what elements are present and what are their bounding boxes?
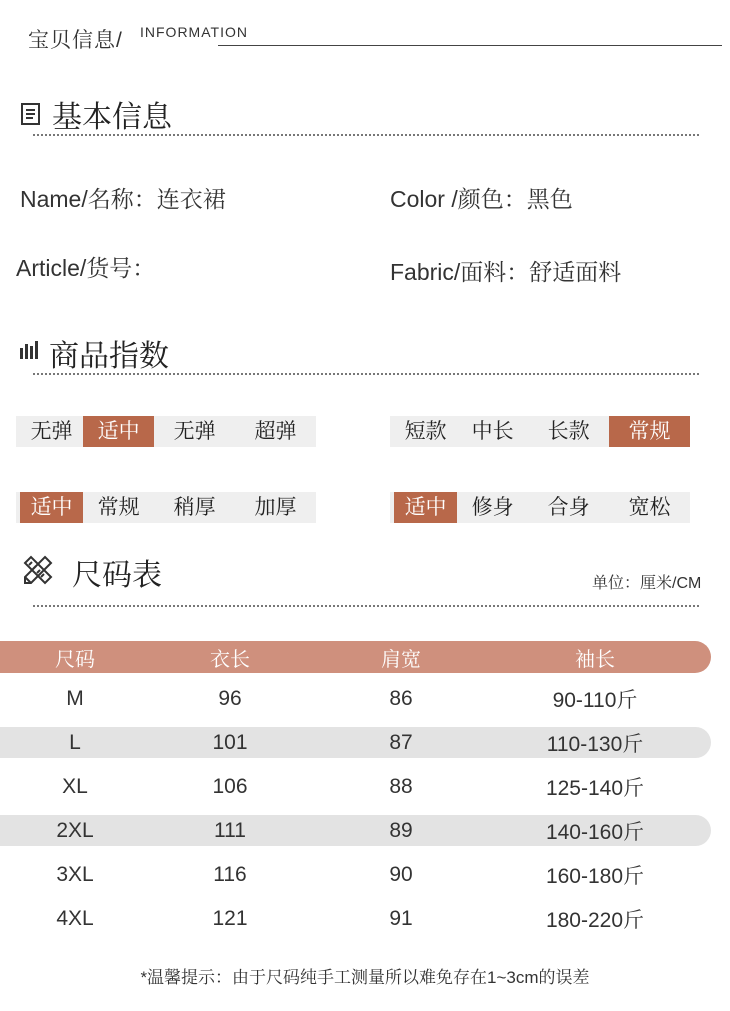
index-option: 长款 xyxy=(547,420,590,443)
index-option-selected: 适中 xyxy=(83,416,154,447)
document-icon xyxy=(21,103,40,125)
measurement-note: *温馨提示：由于尺码纯手工测量所以难免存在1~3cm的误差 xyxy=(140,968,590,987)
cell-shoulder: 89 xyxy=(389,818,413,842)
column-header-shoulder: 肩宽 xyxy=(381,648,421,671)
column-header-size: 尺码 xyxy=(55,648,95,671)
cell-size: 4XL xyxy=(56,906,94,930)
basic-info-divider xyxy=(33,134,699,136)
cell-size: 3XL xyxy=(56,862,94,886)
cell-shoulder: 90 xyxy=(389,862,413,886)
index-option-selected: 适中 xyxy=(20,492,83,523)
cell-size: M xyxy=(66,686,84,710)
cell-size: L xyxy=(69,730,81,754)
index-option: 超弹 xyxy=(254,420,297,443)
cell-shoulder: 91 xyxy=(389,906,413,930)
column-header-sleeve: 袖长 xyxy=(575,648,615,671)
cell-size: 2XL xyxy=(56,818,94,842)
cell-sleeve: 180-220斤 xyxy=(545,908,645,932)
index-option: 常规 xyxy=(97,496,140,519)
info-article: Article/货号： xyxy=(16,255,156,281)
index-option: 无弹 xyxy=(173,420,216,443)
size-unit: 单位：厘米/CM xyxy=(592,575,702,592)
table-row xyxy=(0,771,711,802)
size-chart-title: 尺码表 xyxy=(72,559,162,592)
index-option: 合身 xyxy=(547,496,590,519)
cell-length: 96 xyxy=(218,686,242,710)
index-option-selected: 常规 xyxy=(609,416,690,447)
index-group-fit xyxy=(390,492,690,523)
cell-sleeve: 110-130斤 xyxy=(546,732,644,756)
basic-info-title: 基本信息 xyxy=(52,101,172,134)
cell-sleeve: 90-110斤 xyxy=(552,688,638,712)
table-row xyxy=(0,683,711,714)
column-header-length: 衣长 xyxy=(210,648,250,671)
index-group-elasticity xyxy=(16,416,316,447)
table-row xyxy=(0,903,711,934)
product-index-divider xyxy=(33,373,699,375)
index-option: 稍厚 xyxy=(173,496,216,519)
index-option: 中长 xyxy=(471,420,514,443)
info-name: Name/名称：连衣裙 xyxy=(20,186,226,212)
info-fabric: Fabric/面料：舒适面料 xyxy=(390,259,622,285)
bar-chart-icon xyxy=(20,341,40,359)
cell-sleeve: 160-180斤 xyxy=(545,864,645,888)
cell-length: 101 xyxy=(212,730,248,754)
index-group-length xyxy=(390,416,690,447)
index-option: 加厚 xyxy=(254,496,297,519)
table-row xyxy=(0,859,711,890)
header-title-cn: 宝贝信息/ xyxy=(28,29,123,52)
cell-sleeve: 140-160斤 xyxy=(545,820,645,844)
index-option: 无弹 xyxy=(30,420,73,443)
table-row xyxy=(0,727,711,758)
product-index-title: 商品指数 xyxy=(49,340,169,373)
cell-shoulder: 88 xyxy=(389,774,413,798)
info-color: Color /颜色：黑色 xyxy=(390,186,573,212)
header-rule xyxy=(218,45,722,46)
cell-sleeve: 125-140斤 xyxy=(545,776,645,800)
index-option-selected: 适中 xyxy=(394,492,457,523)
cell-length: 111 xyxy=(214,818,246,842)
index-option: 修身 xyxy=(471,496,514,519)
cell-size: XL xyxy=(62,774,88,798)
cell-length: 106 xyxy=(212,774,248,798)
ruler-pencil-icon xyxy=(22,554,54,586)
cell-length: 116 xyxy=(213,862,247,886)
index-option: 宽松 xyxy=(628,496,671,519)
cell-shoulder: 87 xyxy=(389,730,413,754)
table-row xyxy=(0,815,711,846)
index-option: 短款 xyxy=(404,420,447,443)
cell-length: 121 xyxy=(212,906,248,930)
size-chart-divider xyxy=(33,605,699,607)
index-group-thickness xyxy=(16,492,316,523)
cell-shoulder: 86 xyxy=(389,686,413,710)
size-table-header xyxy=(0,641,711,673)
header-title-en: INFORMATION xyxy=(140,24,248,40)
